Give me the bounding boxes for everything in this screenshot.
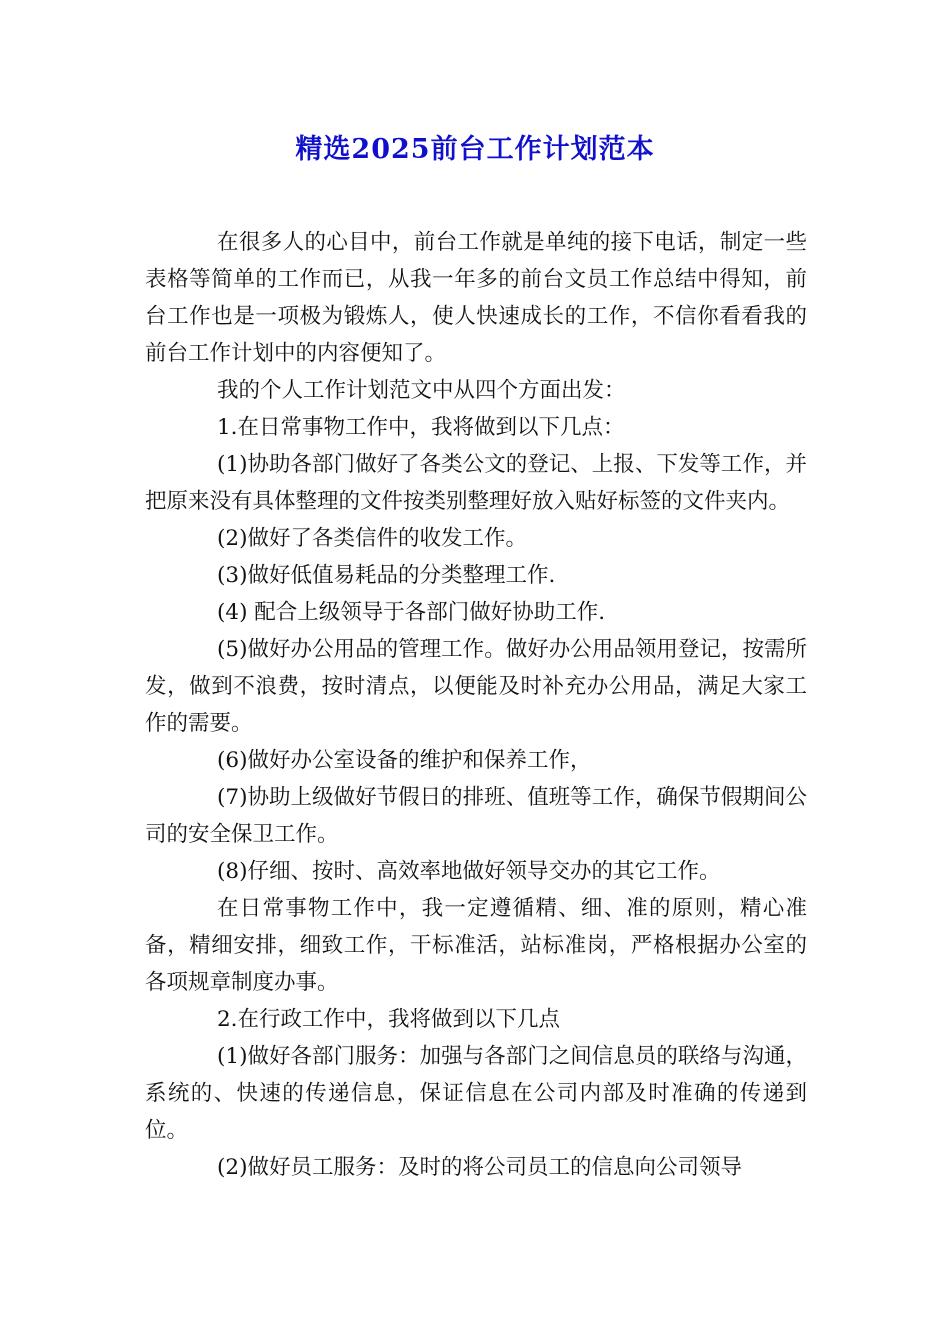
paragraph: (2)做好了各类信件的收发工作。 xyxy=(217,526,527,551)
paragraph: (6)做好办公室设备的维护和保养工作， xyxy=(217,748,592,773)
paragraph: 我的个人工作计划范文中从四个方面出发： xyxy=(217,378,626,403)
paragraph: (2)做好员工服务：及时的将公司员工的信息向公司领导 xyxy=(217,1155,742,1180)
paragraph: (1)做好各部门服务：加强与各部门之间信息员的联络与沟通，系统的、快速的传递信息，保证信息在公司内部及时准确的传递到位。 xyxy=(145,1044,807,1143)
paragraph: 2.在行政工作中，我将做到以下几点 xyxy=(217,1007,561,1032)
paragraph: 在很多人的心目中，前台工作就是单纯的接下电话，制定一些表格等简单的工作而已，从我一年多的前台文员工作总结中得知，前台工作也是一项极为锻炼人，使人快速成长的工作，不信你看看我的前台工作计划中的内容便知了。 xyxy=(145,230,807,366)
paragraph: (7)协助上级做好节假日的排班、值班等工作，确保节假期间公司的安全保卫工作。 xyxy=(145,785,807,847)
paragraph: (1)协助各部门做好了各类公文的登记、上报、下发等工作，并把原来没有具体整理的文件按类别整理好放入贴好标签的文件夹内。 xyxy=(145,452,807,514)
paragraph: 1.在日常事物工作中，我将做到以下几点： xyxy=(217,415,625,440)
paragraph: (8)仔细、按时、高效率地做好领导交办的其它工作。 xyxy=(217,859,721,884)
paragraph: (5)做好办公用品的管理工作。做好办公用品领用登记，按需所发，做到不浪费，按时清点，以便能及时补充办公用品，满足大家工作的需要。 xyxy=(145,637,807,736)
paragraph: (4) 配合上级领导于各部门做好协助工作. xyxy=(217,600,606,625)
document-title: 精选2025前台工作计划范本 xyxy=(295,134,655,165)
paragraph: (3)做好低值易耗品的分类整理工作. xyxy=(217,563,556,588)
document-body xyxy=(145,224,807,1186)
paragraph: 在日常事物工作中，我一定遵循精、细、准的原则，精心准备，精细安排，细致工作，干标准活，站标准岗，严格根据办公室的各项规章制度办事。 xyxy=(145,896,807,995)
